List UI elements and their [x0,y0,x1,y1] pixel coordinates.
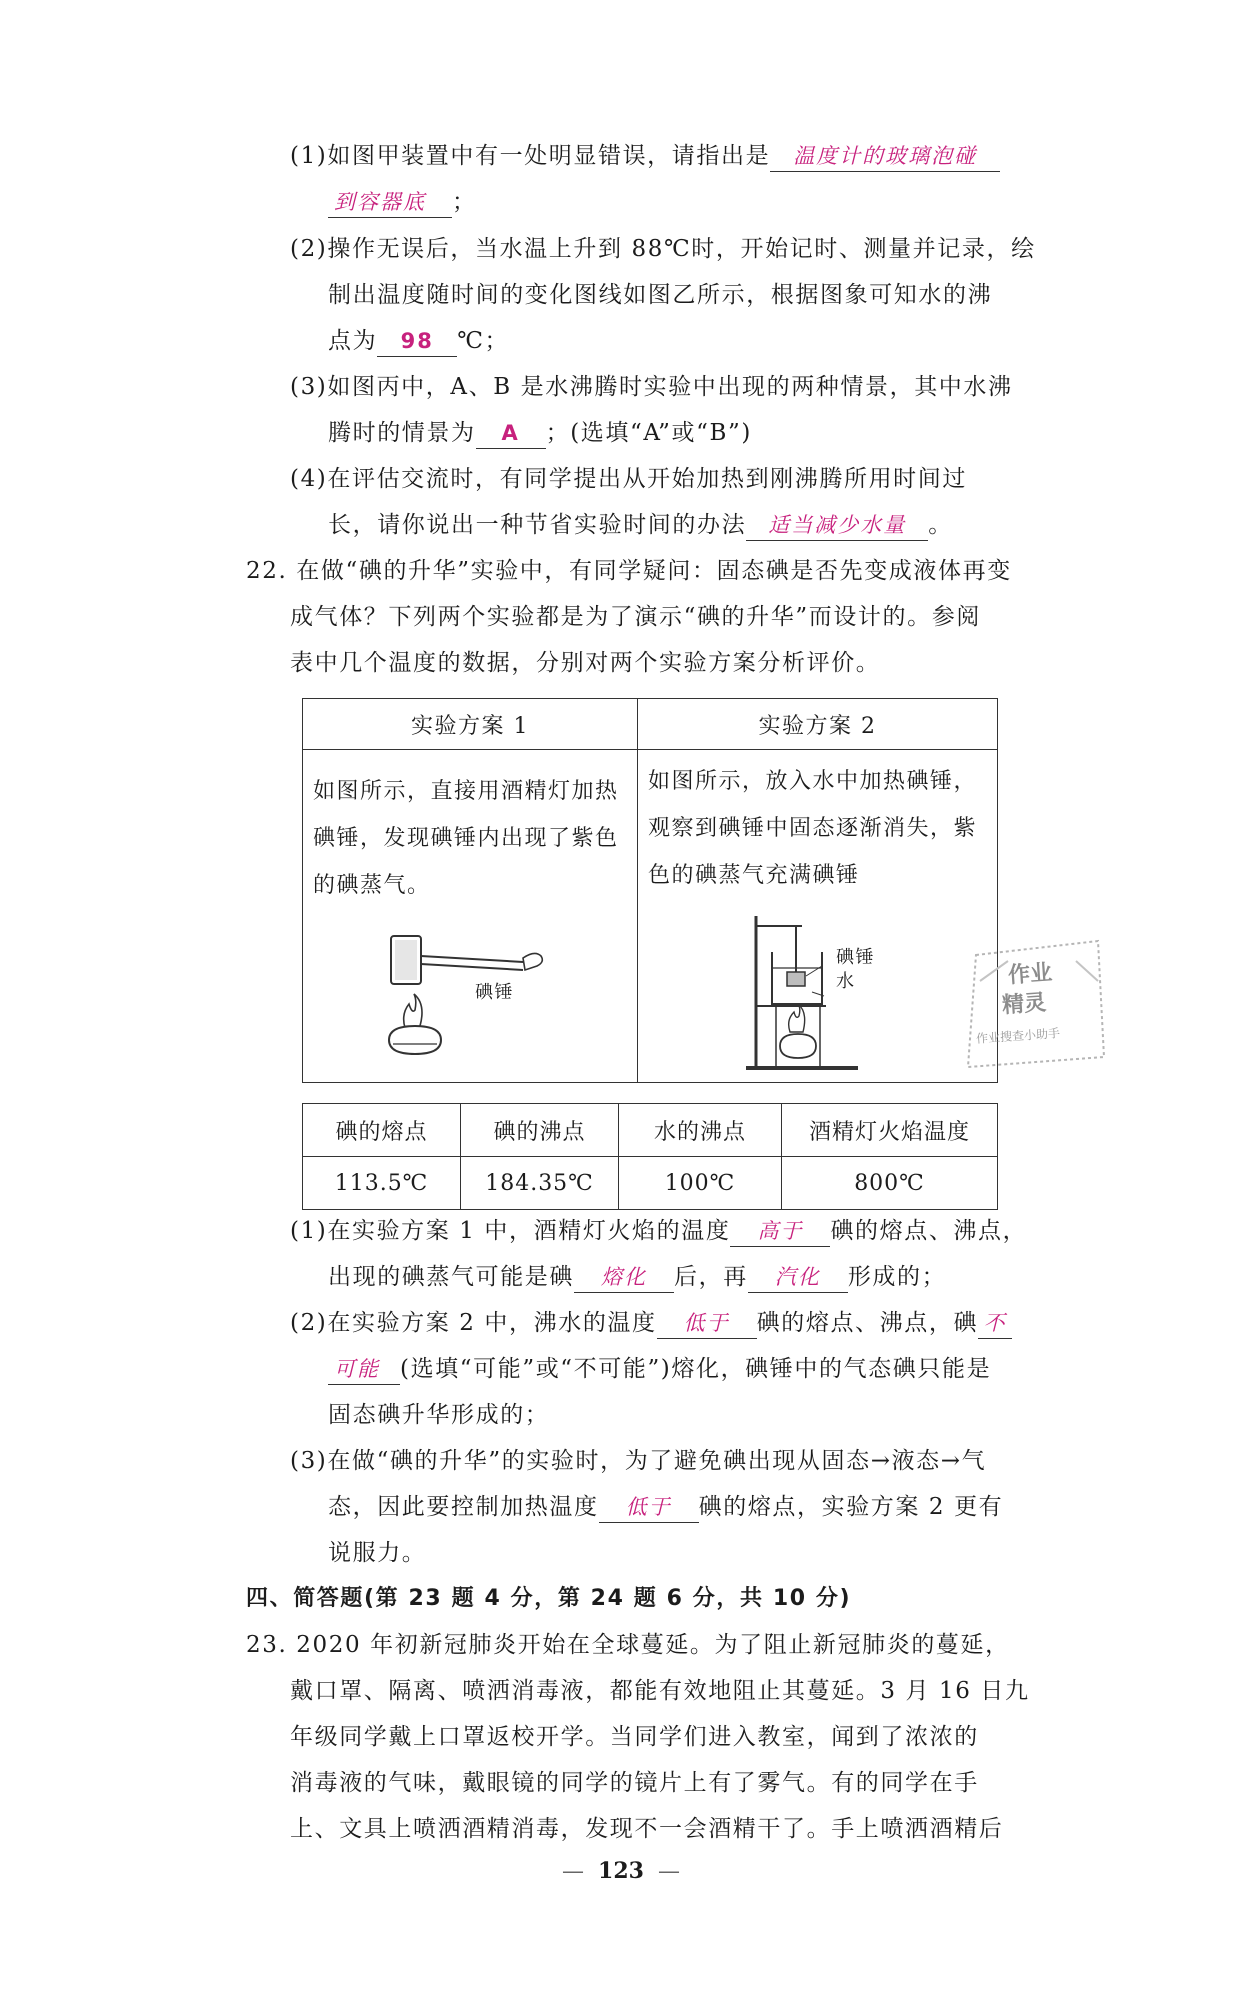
temps-header-cell: 酒精灯火焰温度 [782,1104,998,1157]
temps-header-cell: 水的沸点 [619,1104,782,1157]
temps-value-cell: 113.5℃ [303,1157,461,1210]
answer-blank: A [476,418,546,449]
answer-blank: 不 [978,1308,1012,1339]
fig2-labels [836,946,875,994]
q23-stem: 23. 2020 年初新冠肺炎开始在全球蔓延。为了阻止新冠肺炎的蔓延， [246,1632,1010,1658]
temps-value-cell: 800℃ [782,1157,998,1210]
q22-part2: (2)在实验方案 2 中，沸水的温度 低于 碘的熔点、沸点，碘 不 [290,1307,1012,1339]
answer-blank: 可能 [328,1354,400,1385]
stamp-text-2: 精灵 [1001,990,1047,1019]
answer-blank: 到容器底 [328,187,452,218]
q21-part1 [290,140,1000,172]
watermark-stamp [958,935,1110,1075]
temps-header-cell: 碘的沸点 [461,1104,619,1157]
q21-part1-text: (1)如图甲装置中有一处明显错误，请指出是 [290,143,771,169]
answer-blank: 熔化 [574,1262,674,1293]
scheme2-header: 实验方案 2 [638,699,998,750]
temps-value-cell: 100℃ [619,1157,782,1210]
q21-part3: (3)如图丙中，A、B 是水沸腾时实验中出现的两种情景，其中水沸 [290,374,1013,400]
scheme1-cell [303,750,638,1083]
fig2-label-iodine: 碘锤 [836,947,875,968]
stamp-text-3: 作业搜查小助手 [975,1026,1061,1046]
q22-part3: (3)在做“碘的升华”的实验时，为了避免碘出现从固态→液态→气 [290,1448,987,1474]
temperature-table [302,1103,998,1210]
answer-blank: 适当减少水量 [746,510,928,541]
answer-blank: 低于 [657,1308,757,1339]
fig1-label: 碘锤 [475,982,514,1003]
answer-blank: 98 [377,326,457,357]
answer-blank: 汽化 [748,1262,848,1293]
answer-blank: 温度计的玻璃泡碰 [770,141,1000,172]
scheme1-header: 实验方案 1 [303,699,638,750]
worksheet-page: (1)如图甲装置中有一处明显错误，请指出是 温度计的玻璃泡碰 到容器底 ； (2)操作无误后，当水温上升到 88℃时，开始记时、测量并记录，绘 制出温度随时间的变化图线如图乙所示，根据图象可知水的沸 点为 98 ℃； (3)如图丙中，A、B 是水沸腾时实验中出现的两种情景，其中水沸 腾时的情景为 A ；(选填“A”或“B”) (4)在评估交流时，有同学提出从开始加热到刚沸腾所用时间过 长，请你说出一种节省实验时间的办法 适当减少水量 。 22. 在做“碘的升华”实验中，有同学疑问：固态碘是否先变成液体再变 成气体？下列两个实验都是为了演示“碘的升华”而设计的。参阅 表中几个温度的数据，分别对两个实验方案分析评价。 实验方案 1 实验方案 2 如图所示，直接用酒精灯加热碘锤，发现碘锤内出现了紫色的碘蒸气。 碘锤 如图所示，放入水中加热碘锤，观察到碘锤中固态逐渐消失，紫色的碘蒸气充满碘锤 碘锤 水 碘的熔点 碘的沸点 水的沸点 酒精灯火焰温度 113.5℃ 184.35℃ 100℃ 800℃ (1)在实验方案 1 中，酒精灯火焰的温度 高于 碘的熔点、沸点， 出现的碘蒸气可能是碘 熔化 后，再 汽化 形成的； (2)在实验方案 2 中，沸水的温度 低于 碘的熔点、沸点，碘 不 可能 (选填“可能”或“不可能”)熔化，碘锤中的气态碘只能是 固态碘升华形成的； (3)在做“碘的升华”的实验时，为了避免碘出现从固态→液态→气 态，因此要控制加热温度 低于 碘的熔点，实验方案 2 更有 说服力。 四、简答题(第 23 题 4 分，第 24 题 6 分，共 10 分) 23. 2020 年初新冠肺炎开始在全球蔓延。为了阻止新冠肺炎的蔓延， 戴口罩、隔离、喷洒消毒液，都能有效地阻止其蔓延。3 月 16 日九 年级同学戴上口罩返校开学。当同学们进入教室，闻到了浓浓的 消毒液的气味，戴眼镜的同学的镜片上有了雾气。有的同学在手 上、文具上喷洒酒精消毒，发现不一会酒精干了。手上喷洒酒精后 — 123 — 作业 精灵 作业搜查小助手 [0,0,1242,2008]
scheme2-description: 如图所示，放入水中加热碘锤，观察到碘锤中固态逐渐消失，紫色的碘蒸气充满碘锤 [648,769,978,888]
q21-part2: (2)操作无误后，当水温上升到 88℃时，开始记时、测量并记录，绘 [290,236,1036,262]
scheme-table [302,698,998,1083]
q22-part1: (1)在实验方案 1 中，酒精灯火焰的温度 高于 碘的熔点、沸点， [290,1215,1027,1247]
section-title: 四、简答题(第 23 题 4 分，第 24 题 6 分，共 10 分) [246,1586,852,1611]
q21-part4: (4)在评估交流时，有同学提出从开始加热到刚沸腾所用时间过 [290,466,967,492]
fig2-label-water: 水 [836,971,856,992]
answer-blank: 低于 [599,1492,699,1523]
alcohol-lamp-heating-figure [383,928,553,1058]
scheme1-description: 如图所示，直接用酒精灯加热碘锤，发现碘锤内出现了紫色的碘蒸气。 [313,779,619,898]
stamp-text-1: 作业 [1007,960,1053,989]
scheme2-cell [638,750,998,1083]
temps-header-cell: 碘的熔点 [303,1104,461,1157]
answer-blank: 高于 [730,1216,830,1247]
q22-stem: 22. 在做“碘的升华”实验中，有同学疑问：固态碘是否先变成液体再变 [246,558,1012,584]
q21-part1-cont: 到容器底 ； [328,186,477,218]
temps-value-cell: 184.35℃ [461,1157,619,1210]
page-number: — 123 — [562,1858,680,1884]
